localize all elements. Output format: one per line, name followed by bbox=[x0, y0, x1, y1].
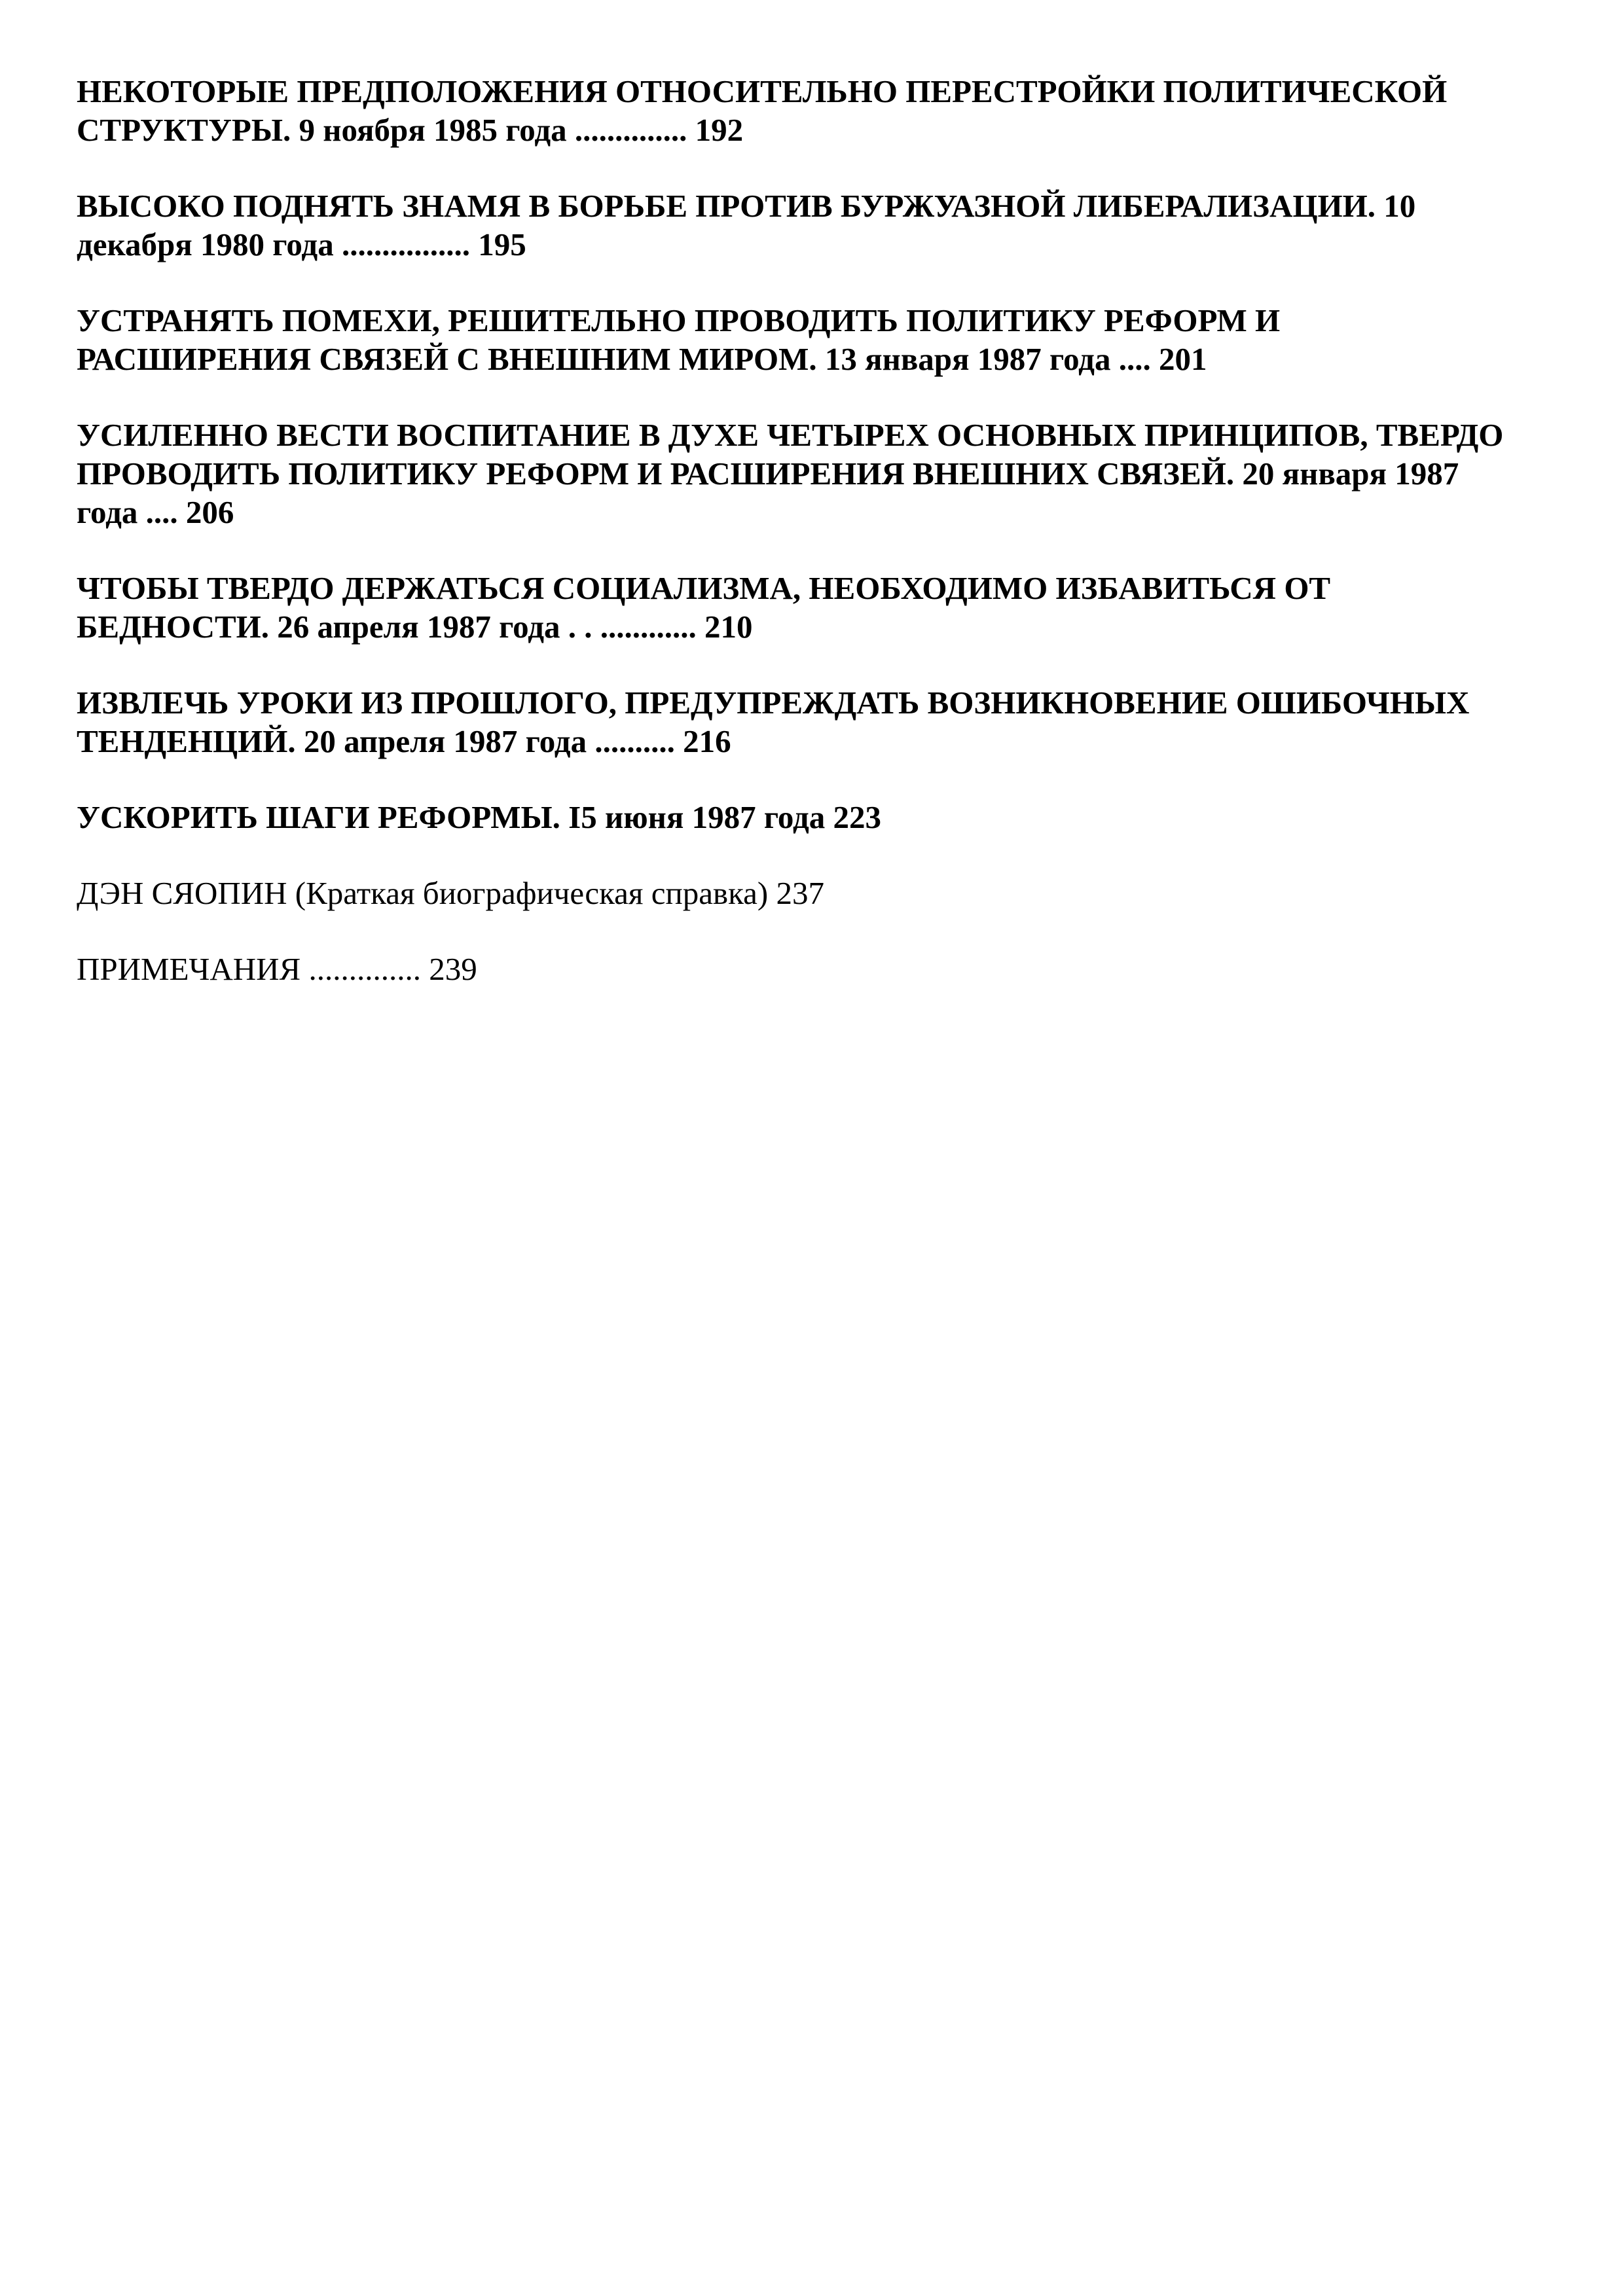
table-of-contents bbox=[77, 72, 1556, 1026]
toc-entry bbox=[77, 683, 1556, 761]
toc-entry-line: ЧТОБЫ ТВЕРДО ДЕРЖАТЬСЯ СОЦИАЛИЗМА, НЕОБХОДИМО ИЗБАВИТЬСЯ ОТ bbox=[77, 570, 1331, 606]
toc-entry-line: ТЕНДЕНЦИЙ. 20 апреля 1987 года .......... 216 bbox=[77, 723, 731, 759]
toc-entry bbox=[77, 950, 1556, 988]
toc-entry-line: ВЫСОКО ПОДНЯТЬ ЗНАМЯ В БОРЬБЕ ПРОТИВ БУРЖУАЗНОЙ ЛИБЕРАЛИЗАЦИИ. 10 bbox=[77, 188, 1416, 224]
toc-entry-line: НЕКОТОРЫЕ ПРЕДПОЛОЖЕНИЯ ОТНОСИТЕЛЬНО ПЕРЕСТРОЙКИ ПОЛИТИЧЕСКОЙ bbox=[77, 73, 1448, 109]
toc-entry-line: ПРИМЕЧАНИЯ .............. 239 bbox=[77, 951, 477, 987]
toc-entry-line: БЕДНОСТИ. 26 апреля 1987 года . . ............ 210 bbox=[77, 609, 753, 645]
toc-entry-line: ИЗВЛЕЧЬ УРОКИ ИЗ ПРОШЛОГО, ПРЕДУПРЕЖДАТЬ ВОЗНИКНОВЕНИЕ ОШИБОЧНЫХ bbox=[77, 685, 1470, 721]
toc-entry-line: УСТРАНЯТЬ ПОМЕХИ, РЕШИТЕЛЬНО ПРОВОДИТЬ ПОЛИТИКУ РЕФОРМ И bbox=[77, 302, 1281, 338]
toc-entry bbox=[77, 798, 1556, 836]
toc-entry-line: ДЭН СЯОПИН (Краткая биографическая справка) 237 bbox=[77, 875, 824, 911]
toc-entry bbox=[77, 569, 1556, 646]
toc-entry bbox=[77, 72, 1556, 149]
toc-entry bbox=[77, 301, 1556, 378]
toc-entry-line: УСИЛЕННО ВЕСТИ ВОСПИТАНИЕ В ДУХЕ ЧЕТЫРЕХ ОСНОВНЫХ ПРИНЦИПОВ, ТВЕРДО bbox=[77, 417, 1504, 453]
toc-entry bbox=[77, 187, 1556, 264]
toc-entry-line: ПРОВОДИТЬ ПОЛИТИКУ РЕФОРМ И РАСШИРЕНИЯ ВНЕШНИХ СВЯЗЕЙ. 20 января 1987 bbox=[77, 456, 1459, 492]
toc-entry bbox=[77, 874, 1556, 912]
toc-entry-line: УСКОРИТЬ ШАГИ РЕФОРМЫ. I5 июня 1987 года 223 bbox=[77, 799, 882, 835]
toc-entry-line: РАСШИРЕНИЯ СВЯЗЕЙ С ВНЕШНИМ МИРОМ. 13 января 1987 года .... 201 bbox=[77, 341, 1207, 377]
toc-entry-line: декабря 1980 года ................ 195 bbox=[77, 226, 526, 262]
toc-entry-line: СТРУКТУРЫ. 9 ноября 1985 года .............. 192 bbox=[77, 112, 744, 148]
toc-entry-line: года .... 206 bbox=[77, 494, 234, 530]
toc-entry bbox=[77, 416, 1556, 531]
